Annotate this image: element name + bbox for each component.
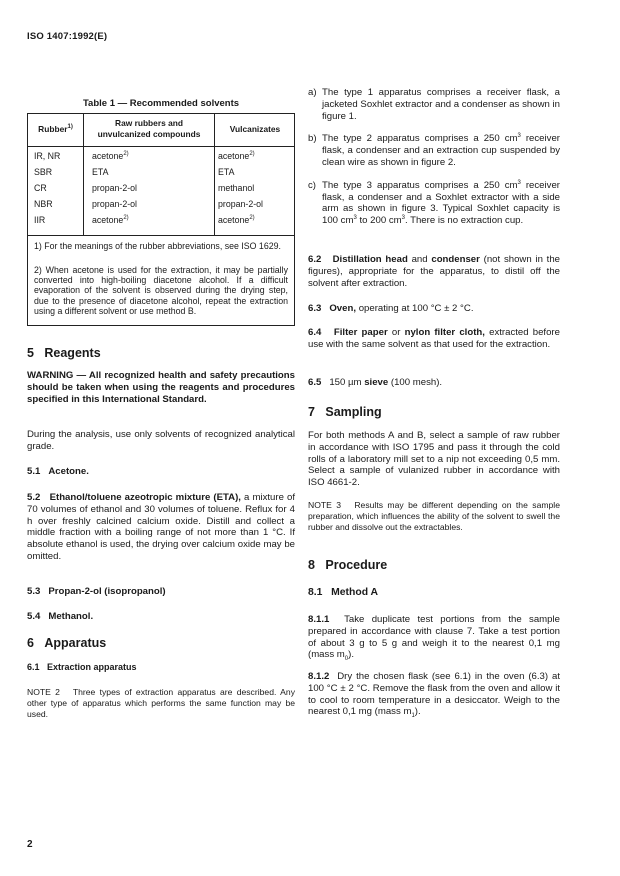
section-5-2: 5.2 Ethanol/toluene azeotropic mixture (ETA), a mixture of 70 volumes of ethanol and 30 volumes of toluene. Reflux for 4 h over freshly calcined calcium oxide. Distill and collect a middle fraction with a boiling range of not more than 1 °C. If absolute ethanol is used, the drying over calcium oxide may be omitted.: [27, 492, 295, 562]
table-caption: Table 1 — Recommended solvents: [82, 98, 240, 109]
section-6-4: 6.4 Filter paper or nylon filter cloth, extracted before use with the same solvent as that used for the extraction.: [308, 327, 560, 350]
section-8-1-2: 8.1.2 Dry the chosen flask (see 6.1) in the oven (6.3) at 100 °C ± 2 °C. Remove the flask from the oven and allow it to cool to room temperature in a desiccator. Weigh to the nearest 0,1 mg (mass $m_1$).: [308, 671, 560, 720]
section-5-4: 5.4 Methanol.: [27, 611, 94, 622]
table-footnote-2: 2) When acetone is used for the extraction, it may be partially converted into high-boiling diacetone alcohol. If a difficult evaporation of the solvent is observed during the drying step, due to the presence of diacetone alcohol, repeat the extraction using a different solvent or use method B.: [34, 265, 288, 316]
table-row: IIR acetone$^{2)}$ acetone$^{2)}$: [34, 215, 255, 225]
section-6-1: 6.1 Extraction apparatus: [27, 662, 137, 672]
list-item-b: b) The type 2 apparatus comprises a 250 $cm^3$ receiver flask, a condenser and an extraction cup suspended by clean wire as shown in figure 2.: [308, 133, 560, 168]
section-8-1-1: 8.1.1 Take duplicate test portions from the sample prepared in accordance with clause 7. Take a test portion of about 3 g to 5 g and weigh it to the nearest 0,1 mg (mass $m_0$).: [308, 614, 560, 663]
solvents-table: [27, 113, 295, 326]
table-row: NBR propan-2-ol propan-2-ol: [34, 199, 263, 209]
page-number: 2: [27, 839, 33, 850]
apparatus-list: [308, 87, 560, 227]
header-raw-rubbers: Raw rubbers and unvulcanized compounds: [97, 118, 201, 139]
document-header: ISO 1407:1992(E): [27, 31, 108, 42]
warning-text: WARNING — All recognized health and safety precautions should be taken when using the reagents and procedures specified in this International Standard.: [27, 370, 295, 405]
section-5-intro: During the analysis, use only solvents of recognized analytical grade.: [27, 429, 295, 452]
section-6-5: 6.5 150 µm sieve (100 mesh).: [308, 377, 443, 388]
section-6-3: 6.3 Oven, operating at 100 °C ± 2 °C.: [308, 303, 474, 314]
section-6-2: 6.2 Distillation head and condenser (not shown in the figures), appropriate for the apparatus, to distil off the solvent after extraction.: [308, 254, 560, 289]
header-vulcanizates: Vulcanizates: [229, 124, 281, 134]
section-8-1: 8.1 Method A: [308, 587, 379, 598]
table-row: SBR ETA ETA: [34, 167, 235, 177]
note-2: NOTE 2 Three types of extraction apparatus are described. Any other type of apparatus which performs the same function may be used.: [27, 687, 295, 719]
section-8-heading: 8 Procedure: [308, 558, 388, 572]
section-5-3: 5.3 Propan-2-ol (isopropanol): [27, 586, 166, 597]
table-row: CR propan-2-ol methanol: [34, 183, 255, 193]
section-6-heading: 6 Apparatus: [27, 636, 107, 650]
header-rubber: Rubber$^{1)}$: [38, 124, 73, 134]
note-3: NOTE 3 Results may be different depending on the sample preparation, which influences the ability of the solvent to swell the rubber and dissolve out the extractables.: [308, 500, 560, 532]
table-footnote-1: 1) For the meanings of the rubber abbreviations, see ISO 1629.: [34, 241, 281, 251]
list-item-c: c) The type 3 apparatus comprises a 250 $cm^3$ receiver flask, a condenser and a Soxhlet extractor with a side arm as shown in figure 3. Typical Soxhlet capacity is 100 $cm^3$ to 200 $cm^3$. There is no extraction cup.: [308, 179, 560, 227]
section-5-heading: 5 Reagents: [27, 346, 101, 360]
list-item-a: a) The type 1 apparatus comprises a receiver flask, a jacketed Soxhlet extractor and a condenser as shown in figure 1.: [308, 87, 560, 122]
section-7-heading: 7 Sampling: [308, 405, 382, 419]
section-5-1: 5.1 Acetone.: [27, 466, 89, 477]
table-row: IR, NR acetone$^{2)}$ acetone$^{2)}$: [34, 151, 255, 161]
section-7-text: For both methods A and B, select a sample of raw rubber in accordance with ISO 1795 and pass it through the cold rolls of a laboratory mill set to a nip not exceeding 0,5 mm. Select a sample of vulanized rubber in accordance with ISO 4661-2.: [308, 430, 560, 489]
